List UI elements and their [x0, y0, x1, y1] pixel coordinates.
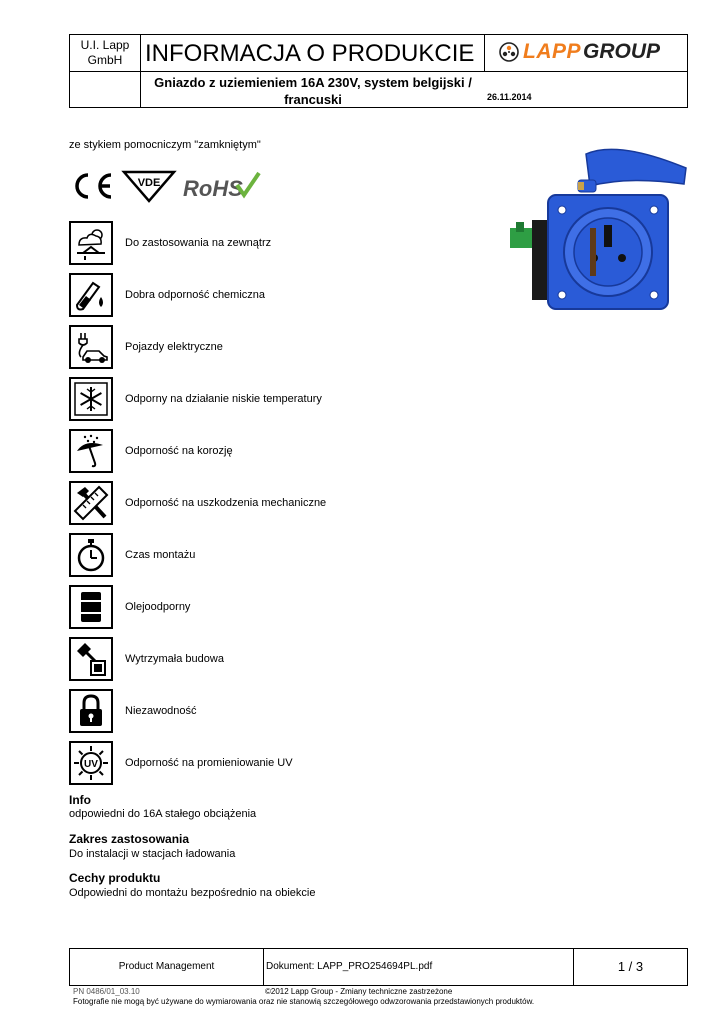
footer-department: Product Management	[70, 949, 264, 985]
feature-label: Czas montażu	[125, 549, 196, 561]
product-socket-image	[508, 140, 694, 312]
logo-text-lapp: LAPP	[523, 40, 582, 63]
lapp-cable-logo-icon	[499, 42, 519, 62]
feature-item	[69, 481, 399, 527]
feature-label: Pojazdy elektryczne	[125, 341, 223, 353]
feature-label: Odporność na uszkodzenia mechaniczne	[125, 497, 327, 509]
feature-item	[69, 273, 399, 319]
svg-text:VDE: VDE	[137, 177, 161, 189]
section-text-features: Odpowiedni do montażu bezpośrednio na obiekcie	[69, 887, 316, 899]
footer-copyright: ©2012 Lapp Group - Zmiany techniczne zastrzeżone	[265, 987, 453, 996]
feature-label: Dobra odporność chemiczna	[125, 289, 266, 301]
electric-car-icon	[69, 325, 113, 369]
feature-item	[69, 325, 399, 371]
lapp-group-logo	[485, 35, 688, 72]
feature-item	[69, 377, 399, 423]
feature-item	[69, 689, 399, 735]
feature-item	[69, 741, 399, 787]
feature-label: Odporny na działanie niskie temperatury	[125, 393, 322, 405]
certification-logos	[69, 168, 261, 204]
oil-barrel-icon	[69, 585, 113, 629]
feature-item	[69, 429, 399, 475]
feature-label: Niezawodność	[125, 705, 197, 717]
header-table	[69, 34, 688, 108]
vde-mark-icon	[121, 168, 177, 204]
logo-text-group: GROUP	[583, 40, 661, 63]
footer-pn: PN 0486/01_03.10	[73, 987, 140, 996]
feature-label: Odporność na korozję	[125, 445, 233, 457]
feature-item	[69, 585, 399, 631]
section-heading-info: Info	[69, 793, 91, 807]
ce-mark-icon	[69, 171, 115, 201]
feature-label: Do zastosowania na zewnątrz	[125, 237, 272, 249]
footer-page-number: 1 / 3	[617, 959, 644, 974]
svg-text:UV: UV	[84, 759, 98, 770]
hammer-icon	[69, 637, 113, 681]
section-heading-features: Cechy produktu	[69, 871, 161, 885]
feature-item	[69, 533, 399, 579]
rohs-mark-icon	[181, 169, 261, 203]
tools-icon	[69, 481, 113, 525]
lock-icon	[69, 689, 113, 733]
uv-icon	[69, 741, 113, 785]
feature-label: Wytrzymała budowa	[125, 653, 224, 665]
company-name: U.I. Lapp GmbH	[70, 35, 141, 72]
outdoor-icon	[69, 221, 113, 265]
umbrella-icon	[69, 429, 113, 473]
document-date: 26.11.2014	[487, 92, 532, 102]
product-subtitle: Gniazdo z uziemieniem 16A 230V, system belgijski / francuski	[154, 75, 472, 107]
feature-item	[69, 637, 399, 683]
section-text-info: odpowiedni do 16A stałego obciążenia	[69, 808, 257, 820]
section-heading-application: Zakres zastosowania	[69, 832, 190, 846]
document-title: INFORMACJA O PRODUKCIE	[141, 35, 485, 72]
footer-document-name: Dokument: LAPP_PRO254694PL.pdf	[264, 949, 574, 985]
chemical-icon	[69, 273, 113, 317]
product-note: ze stykiem pomocniczym "zamkniętym"	[69, 139, 261, 151]
stopwatch-icon	[69, 533, 113, 577]
feature-label: Odporność na promieniowanie UV	[125, 757, 293, 769]
feature-item	[69, 221, 399, 267]
header-empty-cell	[70, 72, 141, 108]
footer-table	[69, 948, 688, 986]
footer-disclaimer: Fotografie nie mogą być używane do wymiarowania oraz nie stanowią szczegółowego odwzorowania przedstawionych produktów.	[73, 997, 535, 1006]
snowflake-icon	[69, 377, 113, 421]
feature-label: Olejoodporny	[125, 601, 191, 613]
section-text-application: Do instalacji w stacjach ładowania	[69, 848, 236, 860]
svg-text:RoHS: RoHS	[183, 176, 243, 201]
